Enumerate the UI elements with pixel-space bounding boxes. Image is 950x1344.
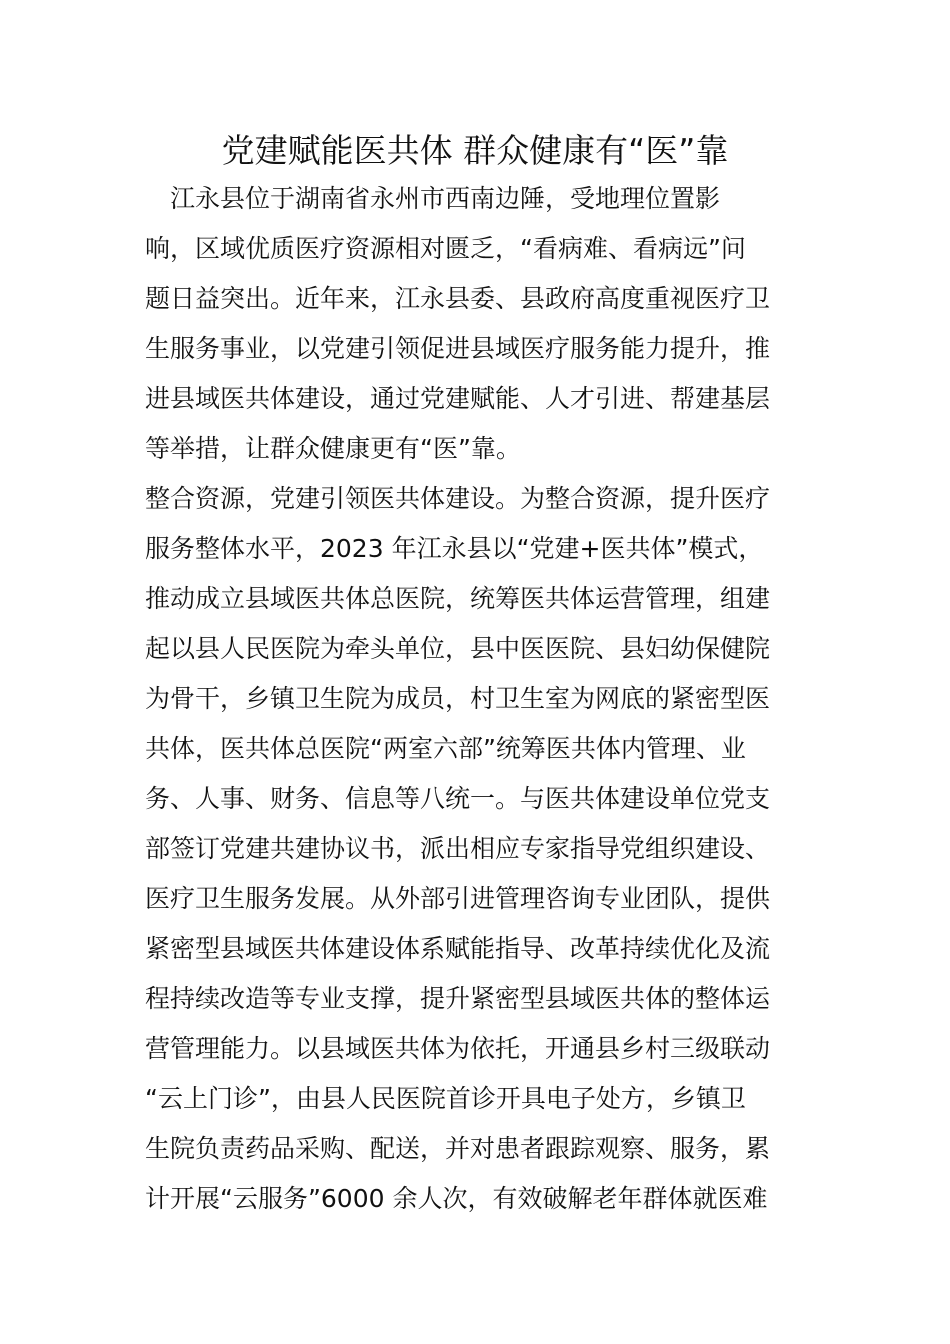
- body-line-20: 生院负责药品采购、配送，并对患者跟踪观察、服务，累: [145, 1134, 771, 1163]
- body-line-3: 题日益突出。近年来，江永县委、县政府高度重视医疗卫: [145, 284, 771, 313]
- body-line-17: 程持续改造等专业支撑，提升紧密型县域医共体的整体运: [145, 984, 771, 1013]
- body-line-12: 共体，医共体总医院“两室六部”统筹医共体内管理、业: [145, 734, 746, 763]
- body-line-4: 生服务事业，以党建引领促进县域医疗服务能力提升，推: [145, 334, 771, 363]
- body-line-13: 务、人事、财务、信息等八统一。与医共体建设单位党支: [145, 784, 771, 813]
- body-line-6: 等举措，让群众健康更有“医”靠。: [145, 434, 521, 463]
- body-line-15: 医疗卫生服务发展。从外部引进管理咨询专业团队，提供: [145, 884, 771, 913]
- body-line-2: 响，区域优质医疗资源相对匮乏，“看病难、看病远”问: [145, 234, 746, 263]
- body-line-5: 进县域医共体建设，通过党建赋能、人才引进、帮建基层: [145, 384, 771, 413]
- body-line-7: 整合资源，党建引领医共体建设。为整合资源，提升医疗: [145, 484, 771, 513]
- body-line-10: 起以县人民医院为牵头单位，县中医医院、县妇幼保健院: [145, 634, 771, 663]
- body-line-14: 部签订党建共建协议书，派出相应专家指导党组织建设、: [145, 834, 771, 863]
- body-line-8: 服务整体水平，2023 年江永县以“党建+医共体”模式，: [145, 534, 764, 563]
- body-line-1: 江永县位于湖南省永州市西南边陲，受地理位置影: [145, 184, 721, 213]
- body-line-11: 为骨干，乡镇卫生院为成员，村卫生室为网底的紧密型医: [145, 684, 771, 713]
- body-line-21: 计开展“云服务”6000 余人次，有效破解老年群体就医难: [145, 1184, 768, 1213]
- body-line-9: 推动成立县域医共体总医院，统筹医共体运营管理，组建: [145, 584, 771, 613]
- document-title: 党建赋能医共体 群众健康有“医”靠: [221, 131, 729, 170]
- body-line-16: 紧密型县域医共体建设体系赋能指导、改革持续优化及流: [145, 934, 771, 963]
- body-line-18: 营管理能力。以县域医共体为依托，开通县乡村三级联动: [145, 1034, 771, 1063]
- body-line-19: “云上门诊”，由县人民医院首诊开具电子处方，乡镇卫: [145, 1084, 746, 1113]
